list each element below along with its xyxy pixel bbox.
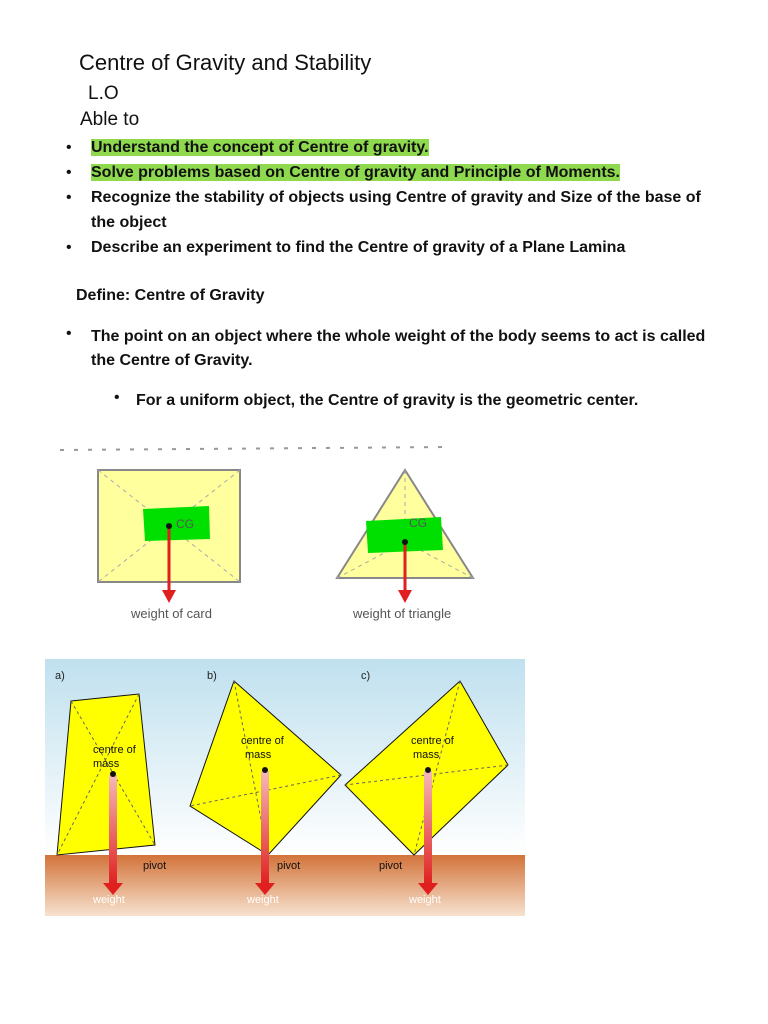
centre-label-b: centre of	[241, 735, 284, 747]
centre-dot-b	[262, 767, 268, 773]
centre-label-b-line2: mass	[245, 749, 272, 761]
objective-text: Solve problems based on Centre of gravity and Principle of Moments.	[91, 164, 620, 181]
pivot-label-b: pivot	[277, 860, 301, 872]
bullet-icon: •	[114, 389, 120, 406]
centre-label-a: centre of	[93, 744, 136, 756]
block-a	[57, 694, 155, 855]
card-caption: weight of card	[131, 606, 212, 621]
pivot-label-a: pivot	[143, 860, 167, 872]
objectives-list	[0, 135, 768, 260]
centre-label-c-line2: mass	[413, 749, 440, 761]
page-title: Centre of Gravity and Stability	[79, 50, 372, 75]
able-to-label: Able to	[80, 109, 140, 130]
bullet-icon: •	[66, 139, 72, 156]
bullet-icon: •	[66, 164, 72, 181]
triangle-caption: weight of triangle	[353, 606, 452, 621]
panel-label-c: c)	[361, 670, 371, 682]
centre-label-c: centre of	[411, 735, 454, 747]
cg-card-triangle-figure	[55, 440, 495, 640]
objective-item	[0, 185, 711, 235]
centre-label-a-line2: mass	[93, 758, 120, 770]
bullet-icon: •	[66, 189, 72, 206]
definition-text: The point on an object where the whole weight of the body seems to act is called the Centre of Gravity.	[91, 328, 706, 369]
sub-point-text: For a uniform object, the Centre of gravity is the geometric center.	[136, 392, 639, 409]
arrow-head-icon	[398, 590, 412, 603]
weight-label-c: weight	[409, 894, 441, 906]
objective-text: Describe an experiment to find the Centre of gravity of a Plane Lamina	[91, 239, 626, 256]
bullet-icon: •	[66, 239, 72, 256]
pivot-label-c: pivot	[379, 860, 403, 872]
weight-arrow-b	[261, 771, 269, 885]
panel-label-b: b)	[207, 670, 217, 682]
objective-item	[0, 235, 711, 260]
faint-header-line	[60, 447, 450, 450]
triangle-cg-label: CG	[409, 516, 427, 530]
panel-label-a: a)	[55, 670, 65, 682]
card-cg-label: CG	[176, 517, 194, 531]
objective-text: Recognize the stability of objects using Centre of gravity and Size of the base of the object	[91, 189, 701, 231]
centre-dot-c	[425, 767, 431, 773]
centre-dot-a	[110, 771, 116, 777]
weight-label-a: weight	[93, 894, 125, 906]
triangle-cg-dot	[402, 539, 408, 545]
lo-label: L.O	[88, 83, 119, 104]
objective-item	[0, 135, 711, 160]
define-heading: Define: Centre of Gravity	[76, 287, 265, 304]
card-cg-dot	[166, 523, 172, 529]
arrow-head-icon	[162, 590, 176, 603]
bullet-icon: •	[66, 325, 72, 342]
objective-item	[0, 160, 711, 185]
objective-text: Understand the concept of Centre of gravity.	[91, 139, 429, 156]
weight-arrow-a	[109, 775, 117, 885]
weight-label-b: weight	[247, 894, 279, 906]
weight-arrow-c	[424, 771, 432, 885]
stability-blocks-figure	[45, 659, 525, 916]
